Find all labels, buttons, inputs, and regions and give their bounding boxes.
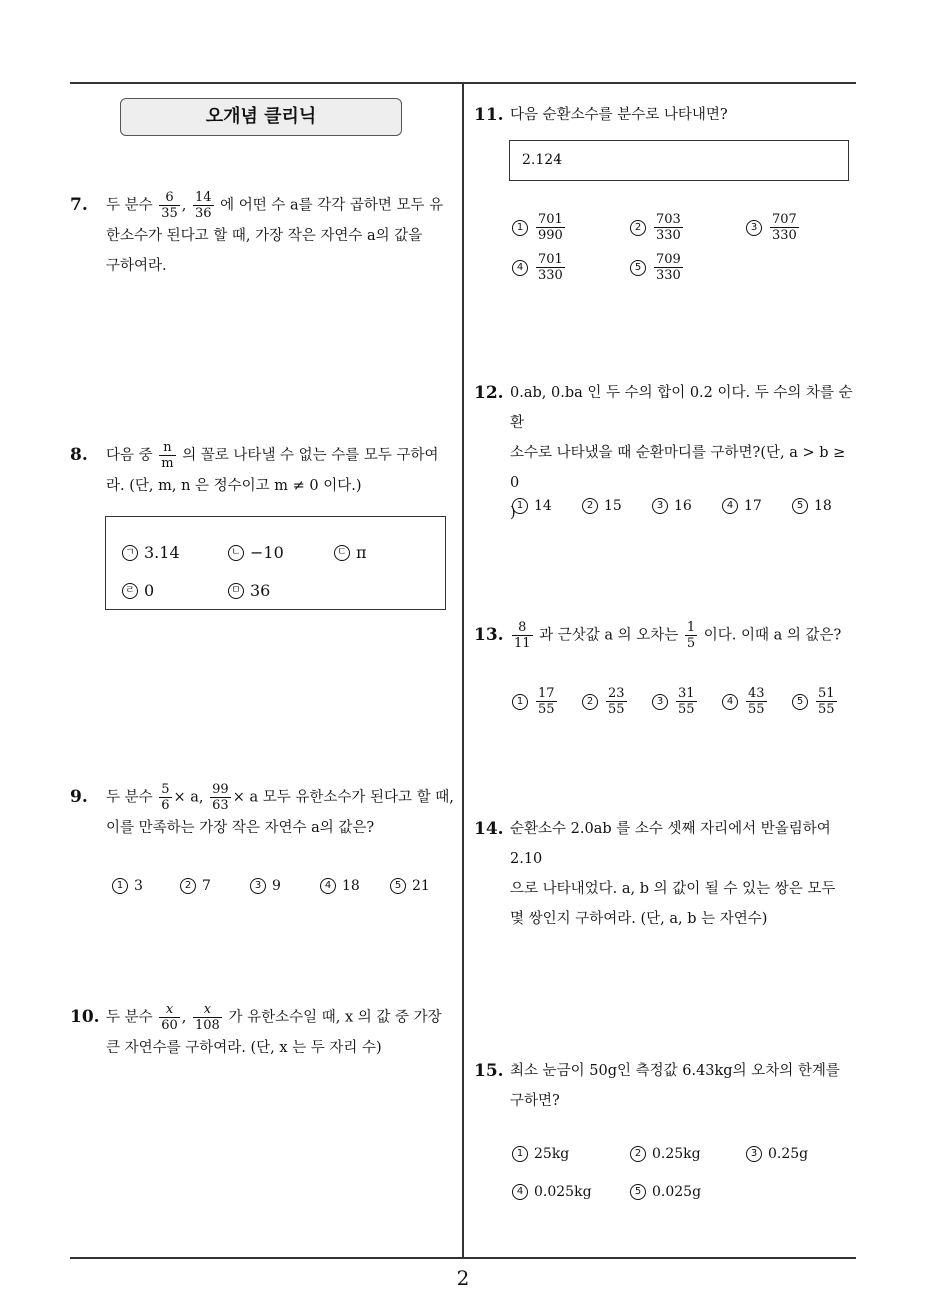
answer-option[interactable]: 5 18 <box>792 498 832 514</box>
text: 두 분수 <box>106 789 153 806</box>
answer-option[interactable]: 2 $\frac{703}{330}$ <box>630 212 685 243</box>
text: 몇 쌍인지 구하여라. (단, a, b 는 자연수) <box>510 911 768 927</box>
text: 큰 자연수를 구하여라. (단, x 는 두 자리 수) <box>106 1040 382 1056</box>
question-number: 12. <box>474 383 504 403</box>
answer-option[interactable]: 4 17 <box>722 498 762 514</box>
answer-option[interactable]: 4 0.025kg <box>512 1184 592 1200</box>
answer-option[interactable]: 1 $\frac{17}{55}$ <box>512 686 559 717</box>
choice-item: ㄷ π <box>334 543 367 562</box>
text: 다음 중 <box>106 447 153 464</box>
text: 라. (단, m, n 은 정수이고 m ≠ 0 이다.) <box>106 478 362 494</box>
question-number: 7. <box>70 195 88 215</box>
answer-option[interactable]: 3 9 <box>250 878 281 894</box>
question-number: 10. <box>70 1007 100 1027</box>
text: 가 유한소수일 때, x 의 값 중 가장 <box>228 1009 442 1026</box>
answer-option[interactable]: 2 $\frac{23}{55}$ <box>582 686 629 717</box>
answer-option[interactable]: 1 3 <box>112 878 143 894</box>
choices-box <box>105 516 446 610</box>
question-number: 15. <box>474 1061 504 1081</box>
text: 순환소수 2.0ab 를 소수 셋째 자리에서 반올림하여 2.10 <box>510 821 831 867</box>
answer-option[interactable]: 4 $\frac{701}{330}$ <box>512 252 567 283</box>
answer-option[interactable]: 5 $\frac{51}{55}$ <box>792 686 839 717</box>
text: 과 근삿값 a 의 오차는 <box>539 627 679 644</box>
page-number: 2 <box>456 1266 470 1290</box>
fraction: $\frac{8}{11}$ <box>514 620 531 651</box>
text: 최소 눈금이 50g인 측정값 6.43kg의 오차의 한계를 <box>510 1063 840 1079</box>
fraction: $\frac{6}{35}$ <box>161 190 178 221</box>
answer-option[interactable]: 2 15 <box>582 498 622 514</box>
answer-option[interactable]: 1 25kg <box>512 1146 569 1162</box>
fraction: $\frac{n}{m}$ <box>161 440 174 471</box>
fraction: $\frac{x}{108}$ <box>195 1002 220 1033</box>
question-number: 9. <box>70 787 88 807</box>
text: 으로 나타내었다. a, b 의 값이 될 수 있는 쌍은 모두 <box>510 881 836 897</box>
text: 에 어떤 수 a를 각각 곱하면 모두 유 <box>220 197 444 214</box>
choice-item: ㄱ 3.14 <box>122 543 180 562</box>
column-divider <box>462 82 464 1258</box>
answer-option[interactable]: 3 16 <box>652 498 692 514</box>
answer-option[interactable]: 5 0.025g <box>630 1184 701 1200</box>
text: 구하면? <box>510 1093 560 1109</box>
answer-option[interactable]: 1 14 <box>512 498 552 514</box>
answer-option[interactable]: 2 7 <box>180 878 211 894</box>
question-number: 11. <box>474 105 504 125</box>
text: 다음 순환소수를 분수로 나타내면? <box>510 107 728 123</box>
section-title: 오개념 클리닉 <box>120 98 402 136</box>
fraction: $\frac{5}{6}$ <box>161 782 170 813</box>
answer-option[interactable]: 3 0.25g <box>746 1146 808 1162</box>
answer-option[interactable]: 3 $\frac{707}{330}$ <box>746 212 801 243</box>
text: 두 분수 <box>106 197 153 214</box>
answer-option[interactable]: 1 $\frac{701}{990}$ <box>512 212 567 243</box>
answer-option[interactable]: 2 0.25kg <box>630 1146 701 1162</box>
question-number: 13. <box>474 625 504 645</box>
answer-option[interactable]: 4 18 <box>320 878 360 894</box>
choice-item: ㄹ 0 <box>122 581 154 600</box>
question-number: 8. <box>70 445 88 465</box>
text: 구하여라. <box>106 258 167 274</box>
text: 0.ab, 0.ba 인 두 수의 합이 0.2 이다. 두 수의 차를 순환 <box>510 385 853 431</box>
text: 한소수가 된다고 할 때, 가장 작은 자연수 a의 값을 <box>106 228 423 244</box>
fraction: $\frac{99}{63}$ <box>212 782 229 813</box>
text: 두 분수 <box>106 1009 153 1026</box>
text: 소수로 나타냈을 때 순환마디를 구하면?(단, a > b ≥ 0 <box>510 445 846 491</box>
text: 이다. 이때 a 의 값은? <box>703 627 842 644</box>
answer-option[interactable]: 5 21 <box>390 878 430 894</box>
fraction: $\frac{14}{36}$ <box>195 190 212 221</box>
answer-option[interactable]: 4 $\frac{43}{55}$ <box>722 686 769 717</box>
answer-option[interactable]: 5 $\frac{709}{330}$ <box>630 252 685 283</box>
fraction: $\frac{1}{5}$ <box>686 620 696 651</box>
question-number: 14. <box>474 819 504 839</box>
fraction: $\frac{x}{60}$ <box>161 1002 178 1033</box>
answer-option[interactable]: 3 $\frac{31}{55}$ <box>652 686 699 717</box>
text: 의 꼴로 나타낼 수 없는 수를 모두 구하여 <box>182 447 439 464</box>
choice-item: ㅁ 36 <box>228 581 270 600</box>
text: 이를 만족하는 가장 작은 자연수 a의 값은? <box>106 820 375 836</box>
choice-item: ㄴ −10 <box>228 543 284 562</box>
repeating-decimal-box: 2.12 ·4 · <box>509 140 849 181</box>
text: ) <box>510 505 516 521</box>
